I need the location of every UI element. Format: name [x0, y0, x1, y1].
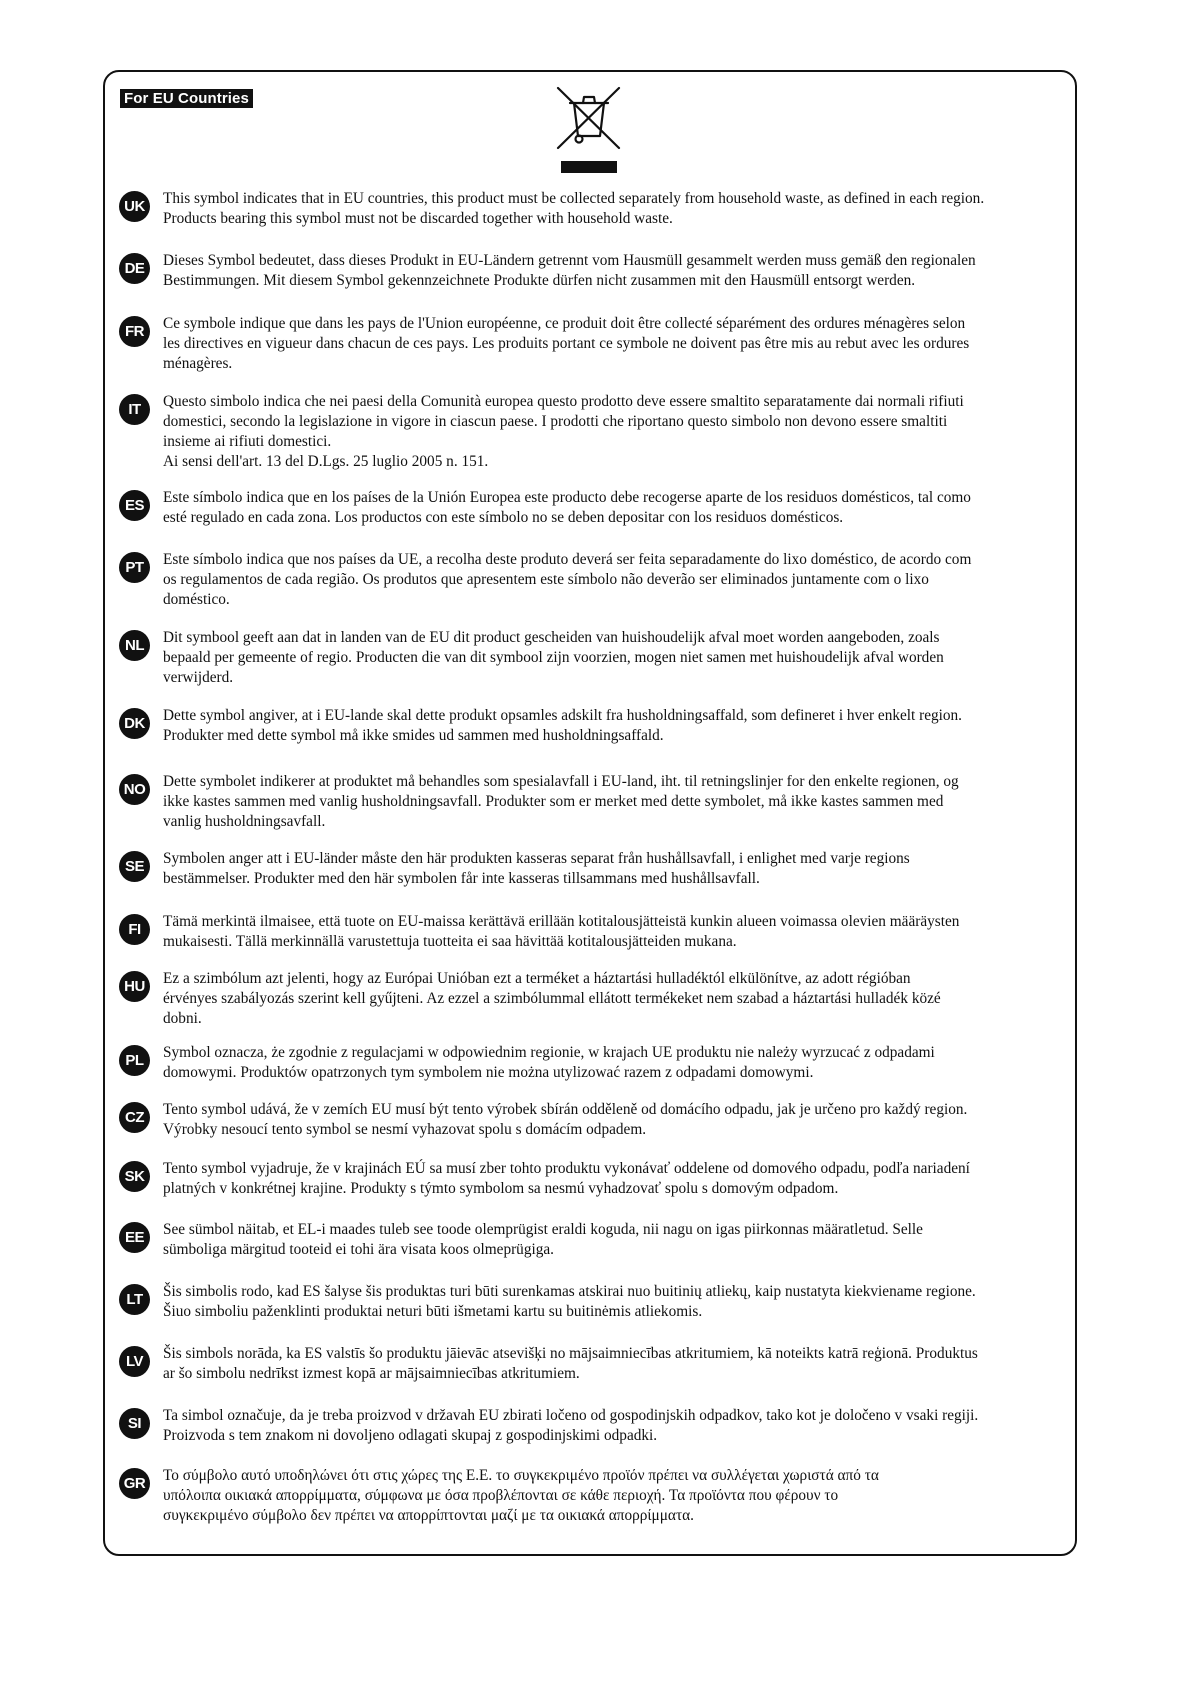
notice-line: érvényes szabályozás szerint kell gyűjteni. Az ezzel a szimbólummal ellátott termékeket nem szabad a háztartási hulladék közé — [163, 990, 941, 1007]
notice-line: insieme ai rifiuti domestici. — [163, 433, 332, 450]
country-badge-pt: PT — [119, 552, 150, 583]
notice-line: Ce symbole indique que dans les pays de l'Union européenne, ce produit doit être collecté séparément des ordures ménagères selon — [163, 315, 966, 332]
notice-line: Tämä merkintä ilmaisee, että tuote on EU-maissa kerättävä erillään kotitalousjätteistä kunkin alueen voimassa olevien määräysten — [163, 913, 960, 930]
notice-line: ikke kastes sammen med vanlig husholdningsavfall. Produkter som er merket med dette symbolet, må ikke kastes sammen med — [163, 793, 944, 810]
notice-line: Proizvoda s tem znakom ni dovoljeno odlagati skupaj z gospodinjskimi odpadki. — [163, 1427, 658, 1444]
notice-line: Dette symbolet indikerer at produktet må behandles som spesialavfall i EU-land, iht. til retningslinjer for den enkelte regionen, og — [163, 773, 959, 790]
notice-text-gr — [163, 1466, 1063, 1526]
notice-text-lv — [163, 1344, 1063, 1384]
notice-line: esté regulado en cada zona. Los productos con este símbolo no se deben depositar con los residuos domésticos. — [163, 509, 844, 526]
notice-line: vanlig husholdningsavfall. — [163, 813, 326, 830]
notice-line: Questo simbolo indica che nei paesi della Comunità europea questo prodotto deve essere smaltito separatamente dai normali rifiuti — [163, 393, 964, 410]
country-badge-fr: FR — [119, 316, 150, 347]
notice-line: Symbolen anger att i EU-länder måste den här produkten kasseras separat från hushållsavfall, i enlighet med varje regions — [163, 850, 910, 867]
notice-line: Este símbolo indica que en los países de la Unión Europea este producto debe recogerse aparte de los residuos domésticos, tal como — [163, 489, 971, 506]
notice-line: sümboliga märgitud tooteid ei tohi ära visata koos olmeprügiga. — [163, 1241, 554, 1258]
notice-text-de — [163, 251, 1063, 291]
notice-line: Dieses Symbol bedeutet, dass dieses Produkt in EU-Ländern getrennt vom Hausmüll gesammelt werden muss gemäß den regionalen — [163, 252, 976, 269]
notice-text-es — [163, 488, 1063, 528]
notice-line: ménagères. — [163, 355, 233, 372]
eu-countries-label: For EU Countries — [120, 89, 253, 108]
notice-text-dk — [163, 706, 1063, 746]
notice-text-sk — [163, 1159, 1063, 1199]
notice-line: This symbol indicates that in EU countries, this product must be collected separately from household waste, as defined in each region. — [163, 190, 985, 207]
country-badge-no: NO — [119, 774, 150, 805]
notice-line: Symbol oznacza, że zgodnie z regulacjami w odpowiednim regionie, w krajach UE produktu nie należy wyrzucać z odpadami — [163, 1044, 935, 1061]
crossed-out-wheeled-bin-icon — [556, 86, 622, 176]
notice-line: dobni. — [163, 1010, 202, 1027]
notice-line: Produkter med dette symbol må ikke smides ud sammen med husholdningsaffald. — [163, 727, 664, 744]
country-badge-lt: LT — [119, 1284, 150, 1315]
notice-line: Products bearing this symbol must not be discarded together with household waste. — [163, 210, 673, 227]
country-badge-de: DE — [119, 253, 150, 284]
notice-line: Tento symbol vyjadruje, že v krajinách EÚ sa musí zber tohto produktu vykonávať oddelene od domového odpadu, podľa nariadení — [163, 1160, 970, 1177]
notice-text-uk — [163, 189, 1063, 229]
country-badge-gr: GR — [119, 1468, 150, 1499]
notice-line: Ez a szimbólum azt jelenti, hogy az Európai Unióban ezt a terméket a háztartási hulladéktól elkülönítve, az adott régióban — [163, 970, 911, 987]
notice-line: doméstico. — [163, 591, 230, 608]
notice-text-pl — [163, 1043, 1063, 1083]
country-badge-lv: LV — [119, 1346, 150, 1377]
notice-line: Ta simbol označuje, da je treba proizvod v državah EU zbirati ločeno od gospodinjskih odpadkov, tako kot je določeno v vsaki regiji. — [163, 1407, 979, 1424]
country-badge-sk: SK — [119, 1161, 150, 1192]
notice-line: Šis simbolis rodo, kad ES šalyse šis produktas turi būti surenkamas atskirai nuo buitinių atliekų, kaip nustatyta kiekviename regione. — [163, 1283, 976, 1300]
notice-line: See sümbol näitab, et EL-i maades tuleb see toode olemprügist eraldi koguda, nii nagu on igas piirkonnas määratletud. Selle — [163, 1221, 923, 1238]
notice-line: Το σύμβολο αυτό υποδηλώνει ότι στις χώρες της Ε.Ε. το συγκεκριμένο προϊόν πρέπει να συλλέγεται χωριστά από τα — [163, 1467, 879, 1484]
country-badge-se: SE — [119, 851, 150, 882]
notice-text-nl — [163, 628, 1063, 688]
country-badge-it: IT — [119, 394, 150, 425]
notice-line: bepaald per gemeente of regio. Producten die van dit symbool zijn voorzien, mogen niet samen met huishoudelijk afval worden — [163, 649, 944, 666]
notice-text-ee — [163, 1220, 1063, 1260]
notice-text-si — [163, 1406, 1063, 1446]
notice-line: Este símbolo indica que nos países da UE, a recolha deste produto deverá ser feita separadamente do lixo doméstico, de acordo com — [163, 551, 972, 568]
country-badge-cz: CZ — [119, 1102, 150, 1133]
notice-line: mukaisesti. Tällä merkinnällä varustettuja tuotteita ei saa hävittää kotitalousjätteiden mukana. — [163, 933, 737, 950]
notice-line: Ai sensi dell'art. 13 del D.Lgs. 25 luglio 2005 n. 151. — [163, 453, 489, 470]
notice-text-cz — [163, 1100, 1063, 1140]
notice-text-fr — [163, 314, 1063, 374]
country-badge-dk: DK — [119, 708, 150, 739]
notice-line: les directives en vigueur dans chacun de ces pays. Les produits portant ce symbole ne doivent pas être mis au rebut avec les ordures — [163, 335, 970, 352]
notice-line: Šiuo simboliu paženklinti produktai neturi būti išmetami kartu su buitinėmis atliekomis. — [163, 1303, 703, 1320]
country-badge-uk: UK — [119, 191, 150, 222]
notice-line: domowymi. Produktów opatrzonych tym symbolem nie można utylizować razem z odpadami domowymi. — [163, 1064, 814, 1081]
notice-line: υπόλοιπα οικιακά απορρίμματα, σύμφωνα με όσα προβλέπονται σε κάθε περιοχή. Τα προϊόντα που φέρουν το — [163, 1487, 839, 1504]
country-badge-nl: NL — [119, 630, 150, 661]
notice-text-se — [163, 849, 1063, 889]
notice-line: Tento symbol udává, že v zemích EU musí být tento výrobek sbírán odděleně od domácího odpadu, jak je určeno pro každý region. — [163, 1101, 968, 1118]
notice-line: ar šo simbolu nedrīkst izmest kopā ar mājsaimniecības atkritumiem. — [163, 1365, 580, 1382]
notice-line: verwijderd. — [163, 669, 234, 686]
notice-line: Výrobky nesoucí tento symbol se nesmí vyhazovat spolu s domácím odpadem. — [163, 1121, 647, 1138]
notice-line: os regulamentos de cada região. Os produtos que apresentem este símbolo não deverão ser eliminados juntamente com o lixo — [163, 571, 929, 588]
notice-text-fi — [163, 912, 1063, 952]
country-badge-fi: FI — [119, 914, 150, 945]
notice-text-pt — [163, 550, 1063, 610]
country-badge-pl: PL — [119, 1045, 150, 1076]
country-badge-si: SI — [119, 1408, 150, 1439]
country-badge-ee: EE — [119, 1222, 150, 1253]
country-badge-es: ES — [119, 490, 150, 521]
notice-text-lt — [163, 1282, 1063, 1322]
notice-line: συγκεκριμένο σύμβολο δεν πρέπει να απορρίπτονται μαζί με τα οικιακά απορρίμματα. — [163, 1507, 694, 1524]
notice-line: platných v konkrétnej krajine. Produkty s týmto symbolom sa nesmú vyhadzovať spolu s domovým odpadom. — [163, 1180, 839, 1197]
notice-text-no — [163, 772, 1063, 832]
notice-text-hu — [163, 969, 1063, 1029]
notice-line: domestici, secondo la legislazione in vigore in ciascun paese. I prodotti che riportano questo simbolo non devono essere smaltiti — [163, 413, 948, 430]
notice-line: Šis simbols norāda, ka ES valstīs šo produktu jāievāc atsevišķi no mājsaimniecības atkritumiem, kā noteikts katrā reģionā. Produktus — [163, 1345, 978, 1362]
notice-line: Dit symbool geeft aan dat in landen van de EU dit product gescheiden van huishoudelijk afval moet worden aangeboden, zoals — [163, 629, 940, 646]
notice-line: Bestimmungen. Mit diesem Symbol gekennzeichnete Produkte dürfen nicht zusammen mit den Hausmüll entsorgt werden. — [163, 272, 916, 289]
notice-line: Dette symbol angiver, at i EU-lande skal dette produkt opsamles adskilt fra husholdningsaffald, som defineret i hver enkelt region. — [163, 707, 963, 724]
country-badge-hu: HU — [119, 971, 150, 1002]
notice-line: bestämmelser. Produkter med den här symbolen får inte kasseras tillsammans med hushållsavfall. — [163, 870, 760, 887]
notice-text-it — [163, 392, 1063, 472]
